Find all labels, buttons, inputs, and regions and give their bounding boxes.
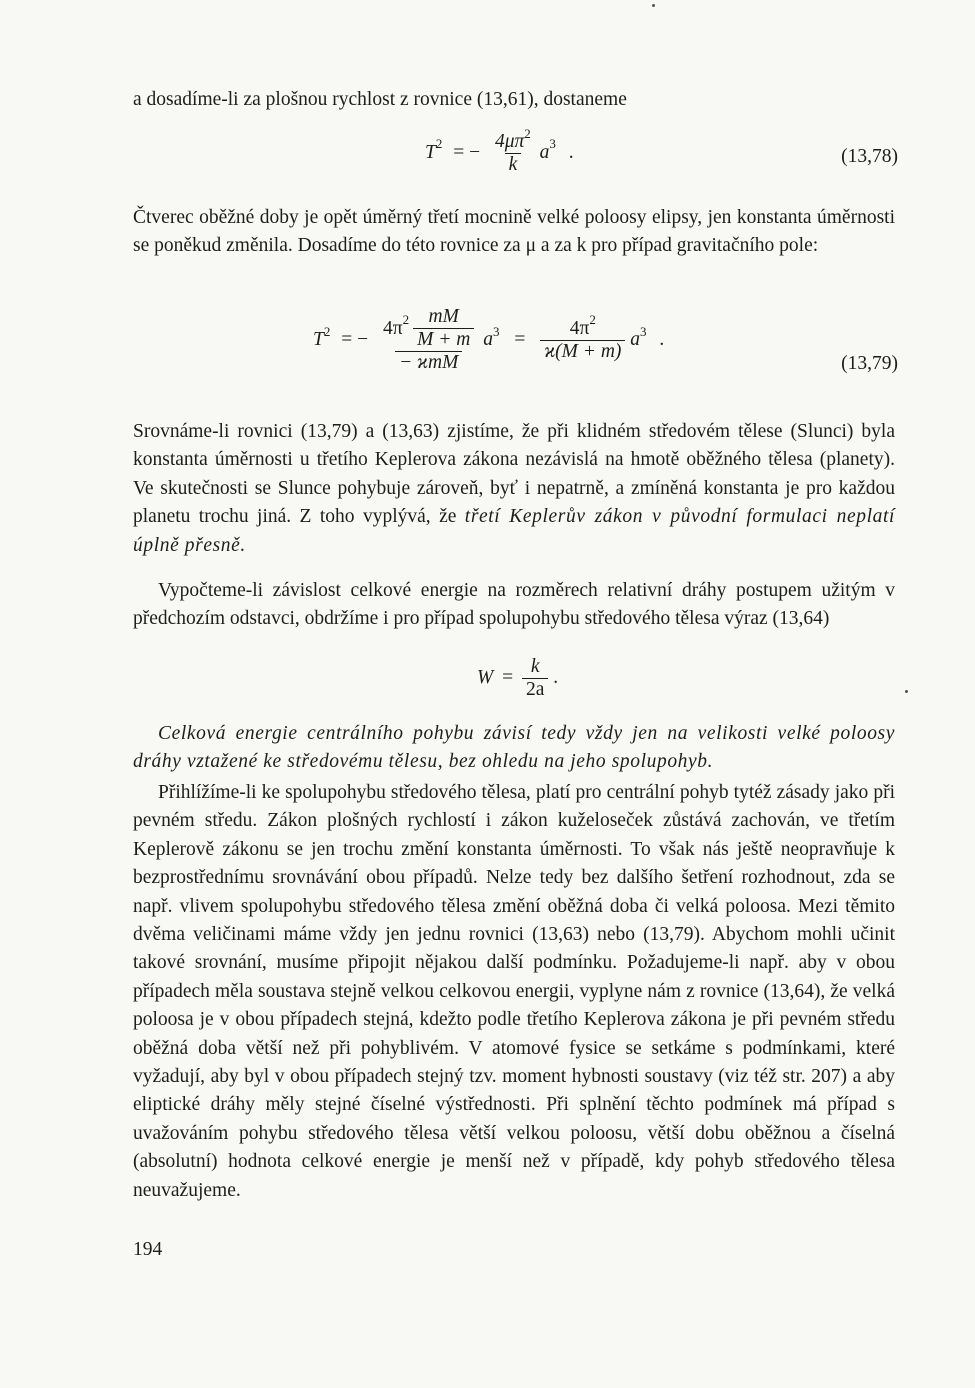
eq79-a2: a <box>630 329 641 350</box>
eq79-a2-exp: 3 <box>640 323 647 339</box>
eqW-denominator: 2a <box>526 679 545 700</box>
eq79-num2: 4π <box>569 317 590 339</box>
eq79-equals: = − <box>341 329 369 350</box>
equation-13-79 <box>313 306 664 374</box>
eqW-fraction <box>522 656 548 701</box>
eq79-inner-num: mM <box>428 306 459 327</box>
paragraph-3-italic: třetí Keplerův zákon v původní formulaci neplatí úplně přesně. <box>133 506 895 556</box>
intro-line: a dosadíme-li za plošnou rychlost z rovnice (13,61), dostaneme <box>133 89 627 110</box>
eq78-numerator: 4μπ <box>494 131 525 152</box>
eq79-denominator: − ϰmM <box>395 351 462 374</box>
paragraph-3 <box>133 418 895 560</box>
eq79-label: (13,79) <box>841 353 898 374</box>
eq78-label: (13,78) <box>841 146 898 167</box>
eq79-inner-fraction <box>413 306 474 351</box>
eq79-equals-2: = <box>514 329 526 350</box>
eq79-den2: ϰ(M + m) <box>540 340 625 363</box>
equation-13-78 <box>425 125 574 176</box>
scan-speck <box>905 690 908 693</box>
eq78-equals: = − <box>453 141 481 163</box>
eq78-a-exp: 3 <box>549 136 556 152</box>
paragraph-5-italic: Celková energie centrálního pohybu závisí tedy vždy jen na velikosti velké poloosy dráhy vztažené ke středovému tělesu, bez ohledu na jeho spolupohyb. <box>133 723 895 773</box>
eq79-a1-exp: 3 <box>492 323 500 339</box>
eq78-num-exp: 2 <box>524 125 531 141</box>
eqW-numerator: k <box>530 656 540 677</box>
scan-speck <box>652 4 655 7</box>
eqW-lhs: W <box>477 666 494 688</box>
eq79-lhs-exp: 2 <box>323 323 331 339</box>
eq79-num2-exp: 2 <box>589 312 596 327</box>
paragraph-4: Vypočteme-li závislost celkové energie na rozměrech relativní dráhy postupem užitým v předchozím odstavci, obdržíme i pro případ spolupohybu středového tělesa výraz (13,64) <box>133 580 895 630</box>
paragraph-3-text: Srovnáme-li rovnici (13,79) a (13,63) zjistíme, že při klidném středovém tělese (Slunci) byla konstanta úměrnosti u třetího Keplerova zákona nezávislá na hmotě oběžného tělesa (planety). Ve skutečnosti se Slunce pohybuje zároveň, byť i nepatrně, a zmíněná konstanta je pro každou planetu trochu jiná. Z toho vyplývá, že <box>133 421 895 528</box>
eq79-inner-den: M + m <box>413 328 474 351</box>
eq78-fraction <box>491 125 535 176</box>
eq78-dot: . <box>568 141 574 163</box>
eq78-a: a <box>539 141 550 163</box>
eq78-denominator: k <box>505 153 522 176</box>
eq79-big-fraction <box>379 306 478 374</box>
eq79-lhs: T <box>313 329 324 350</box>
eq79-inner-coef-exp: 2 <box>402 312 410 327</box>
eq79-fraction-2 <box>540 312 625 363</box>
eq79-a1: a <box>483 329 493 350</box>
eq78-lhs: T <box>425 141 436 163</box>
page-number: 194 <box>133 1239 163 1260</box>
eqW-denominator-wrap <box>522 678 548 701</box>
eq79-inner-coef: 4π <box>382 317 403 339</box>
eqW-equals: = <box>502 666 514 688</box>
paragraph-2: Čtverec oběžné doby je opět úměrný třetí mocnině velké poloosy elipsy, jen konstanta úměrnosti se poněkud změnila. Dosadíme do této rovnice za μ a za k pro případ gravitačního pole: <box>133 207 895 257</box>
paragraph-6: Přihlížíme-li ke spolupohybu středového tělesa, platí pro centrální pohyb tytéž zásady jako při pevném středu. Zákon plošných rychlostí i zákon kuželoseček zůstává zachován, ve třetím Keplerově zákonu se jen trochu změní konstanta úměrnosti. To však nás ještě neopravňuje k bezprostřednímu srovnávání obou případů. Nelze tedy bez dalšího šetření rozhodnout, zda se např. vlivem spolupohybu středového tělesa změní oběžná doba či velká poloosa. Mezi těmito dvěma veličinami máme vždy jen jednu rovnici (13,63) nebo (13,79). Abychom mohli učinit takové srovnání, musíme připojit nějakou další podmínku. Požadujeme-li např. aby v obou případech měla soustava stejně velkou celkovou energii, vyplyne nám z rovnice (13,64), že velká poloosa je v obou případech stejná, kdežto podle třetího Keplerova zákona je při pevném středu oběžná doba větší než při pohyblivém. V atomové fysice se setkáme s podmínkami, které vyžadují, aby byl v obou případech stejný tzv. moment hybnosti soustavy (viz též str. 207) a aby eliptické dráhy měly stejné číselné výstřednosti. Při splnění těchto podmínek má případ s uvažováním pohybu středového tělesa větší velkou poloosu, větší dobu oběžnou a číselná (absolutní) hodnota celkové energie je menší než v případě, kdy pohyb středového tělesa neuvažujeme. <box>133 782 895 1201</box>
eq78-lhs-exp: 2 <box>435 136 443 152</box>
eq79-dot: . <box>659 329 665 350</box>
equation-energy <box>477 656 558 701</box>
eqW-dot: . <box>553 666 559 688</box>
